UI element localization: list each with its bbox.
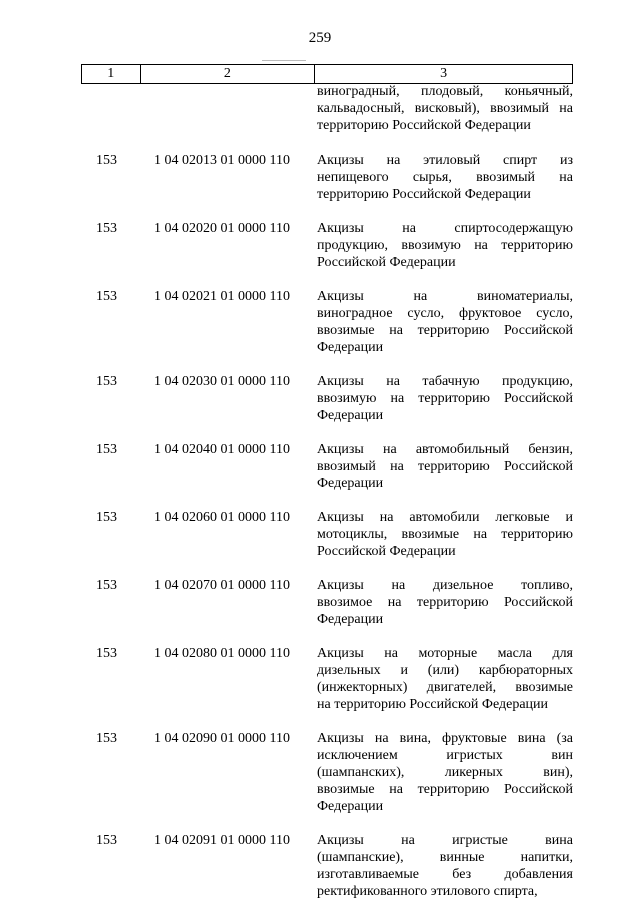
admin-code: 153 — [96, 510, 117, 525]
text-line: Федерации — [317, 408, 384, 423]
text-line: ввозимый на территорию Российской — [317, 459, 573, 474]
admin-code: 153 — [96, 833, 117, 848]
continuation-row — [0, 83, 640, 134]
revenue-description — [317, 220, 573, 271]
text-line: Акцизы на этиловый спирт из — [317, 153, 573, 168]
text-line: Акцизы на вина, фруктовые вина (за — [317, 731, 573, 746]
budget-classification-code: 1 04 02030 01 0000 110 — [154, 374, 290, 389]
text-line: Акцизы на игристые вина — [317, 833, 573, 848]
admin-code: 153 — [96, 221, 117, 236]
revenue-description — [317, 441, 573, 492]
text-line: Акцизы на спиртосодержащую — [317, 221, 573, 236]
text-line: Акцизы на табачную продукцию, — [317, 374, 573, 389]
text-line: (шампанские), винные напитки, — [317, 850, 573, 865]
text-line: Акцизы на виноматериалы, — [317, 289, 573, 304]
page-number: 259 — [308, 30, 332, 46]
header-col-2: 2 — [140, 65, 315, 84]
revenue-description — [317, 288, 573, 356]
text-line: (шампанских), ликерных вин), — [317, 765, 573, 780]
text-line: Акцизы на моторные масла для — [317, 646, 573, 661]
text-line: Акцизы на автомобили легковые и — [317, 510, 573, 525]
text-line: виноградное сусло, фруктовое сусло, — [317, 306, 573, 321]
budget-classification-code: 1 04 02091 01 0000 110 — [154, 833, 290, 848]
text-line: Акцизы на дизельное топливо, — [317, 578, 573, 593]
budget-classification-code: 1 04 02040 01 0000 110 — [154, 442, 290, 457]
text-line: ввозимые на территорию Российской — [317, 782, 573, 797]
revenue-description — [317, 832, 573, 900]
text-line: территорию Российской Федерации — [317, 118, 531, 133]
table-row — [0, 832, 640, 900]
admin-code: 153 — [96, 731, 117, 746]
budget-classification-code: 1 04 02013 01 0000 110 — [154, 153, 290, 168]
revenue-description — [317, 509, 573, 560]
budget-classification-code: 1 04 02020 01 0000 110 — [154, 221, 290, 236]
text-line: продукцию, ввозимую на территорию — [317, 238, 573, 253]
text-line: Федерации — [317, 340, 384, 355]
revenue-description — [317, 373, 573, 424]
admin-code: 153 — [96, 374, 117, 389]
table-row — [0, 577, 640, 628]
text-line: Федерации — [317, 799, 384, 814]
text-line: ректификованного этилового спирта, — [317, 884, 538, 899]
admin-code: 153 — [96, 578, 117, 593]
text-line: дизельных и (или) карбюраторных — [317, 663, 573, 678]
text-line: на территорию Российской Федерации — [317, 697, 549, 712]
admin-code: 153 — [96, 442, 117, 457]
text-line: исключением игристых вин — [317, 748, 573, 763]
revenue-description — [317, 152, 573, 203]
text-line: Российской Федерации — [317, 255, 456, 270]
continuation-text — [317, 83, 573, 134]
text-line: изготавливаемые без добавления — [317, 867, 573, 882]
table-row — [0, 288, 640, 356]
budget-classification-code: 1 04 02070 01 0000 110 — [154, 578, 290, 593]
admin-code: 153 — [96, 289, 117, 304]
text-line: кальвадосный, висковый), ввозимый на — [317, 101, 573, 116]
text-line: виноградный, плодовый, коньячный, — [317, 84, 573, 99]
admin-code: 153 — [96, 646, 117, 661]
text-line: ввозимую на территорию Российской — [317, 391, 573, 406]
table-row — [0, 509, 640, 560]
text-line: ввозимое на территорию Российской — [317, 595, 573, 610]
text-line: Российской Федерации — [317, 544, 456, 559]
text-line: Акцизы на автомобильный бензин, — [317, 442, 573, 457]
text-line: (инжекторных) двигателей, ввозимые — [317, 680, 573, 695]
table-row — [0, 645, 640, 713]
revenue-description — [317, 577, 573, 628]
table-row — [0, 152, 640, 203]
budget-classification-code: 1 04 02021 01 0000 110 — [154, 289, 290, 304]
budget-classification-code: 1 04 02060 01 0000 110 — [154, 510, 290, 525]
admin-code: 153 — [96, 153, 117, 168]
text-line: мотоциклы, ввозимые на территорию — [317, 527, 573, 542]
header-col-1: 1 — [82, 65, 141, 84]
table-row — [0, 373, 640, 424]
table-row — [0, 441, 640, 492]
revenue-description — [317, 645, 573, 713]
text-line: Федерации — [317, 612, 384, 627]
revenue-description — [317, 730, 573, 815]
text-line: Федерации — [317, 476, 384, 491]
budget-classification-code: 1 04 02090 01 0000 110 — [154, 731, 290, 746]
text-line: непищевого сырья, ввозимый на — [317, 170, 573, 185]
text-line: территорию Российской Федерации — [317, 187, 531, 202]
table-body — [0, 83, 640, 917]
header-col-3: 3 — [315, 65, 573, 84]
text-line: ввозимые на территорию Российской — [317, 323, 573, 338]
table-row — [0, 730, 640, 815]
table-header — [81, 64, 573, 84]
header-mark — [262, 60, 306, 61]
budget-classification-code: 1 04 02080 01 0000 110 — [154, 646, 290, 661]
table-row — [0, 220, 640, 271]
